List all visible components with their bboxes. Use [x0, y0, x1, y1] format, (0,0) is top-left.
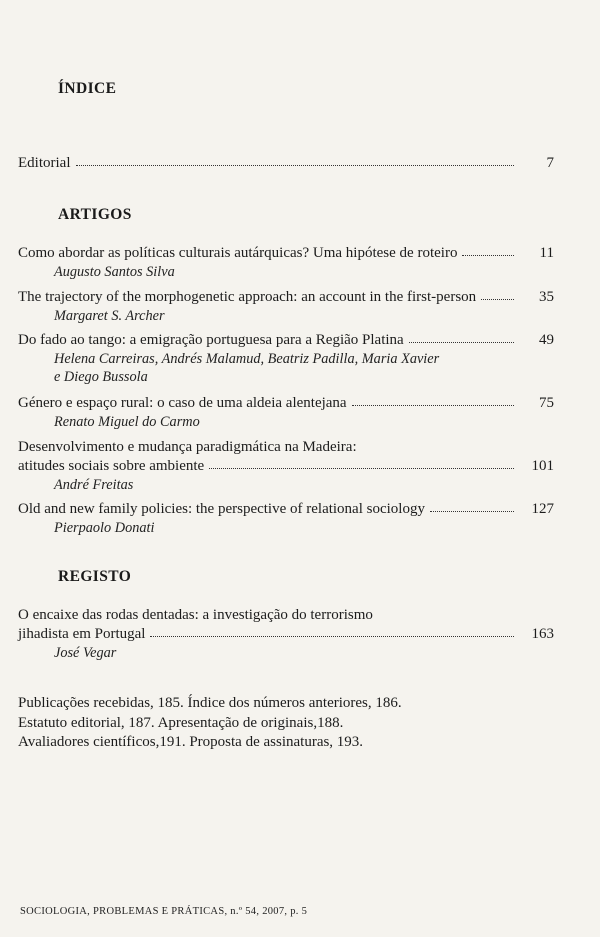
entry-page: 127	[531, 501, 554, 517]
toc-entry[interactable]	[18, 500, 554, 537]
toc-entry[interactable]	[18, 394, 554, 431]
entry-title: Old and new family policies: the perspective of relational sociology	[18, 501, 425, 517]
entry-title: The trajectory of the morphogenetic approach: an account in the first-person	[18, 289, 477, 305]
entry-page: 101	[531, 458, 554, 474]
dot-leader	[150, 636, 514, 637]
page-footer: SOCIOLOGIA, PROBLEMAS E PRÁTICAS, n.º 54, 2007, p. 5	[20, 906, 308, 917]
toc-entry[interactable]	[18, 606, 554, 662]
toc-entry[interactable]	[18, 438, 554, 494]
section-heading-registo: REGISTO	[58, 568, 132, 585]
toc-entry-editorial[interactable]	[18, 154, 554, 173]
entry-title-line1: O encaixe das rodas dentadas: a investigação do terrorismo	[18, 607, 373, 623]
entry-authors: Augusto Santos Silva	[54, 264, 175, 280]
entry-page: 35	[539, 289, 554, 305]
entry-title: Como abordar as políticas culturais autárquicas? Uma hipótese de roteiro	[18, 245, 458, 261]
dot-leader	[430, 511, 514, 512]
entry-title: Género e espaço rural: o caso de uma aldeia alentejana	[18, 395, 347, 411]
entry-authors: e Diego Bussola	[54, 369, 148, 385]
index-title: ÍNDICE	[58, 80, 117, 97]
entry-authors: Renato Miguel do Carmo	[54, 414, 200, 430]
entry-page: 49	[539, 332, 554, 348]
entry-authors: Helena Carreiras, Andrés Malamud, Beatriz Padilla, Maria Xavier	[54, 351, 440, 367]
dot-leader	[462, 255, 514, 256]
section-heading-artigos: ARTIGOS	[58, 206, 132, 223]
entry-title: Do fado ao tango: a emigração portuguesa para a Região Platina	[18, 332, 404, 348]
dot-leader	[76, 165, 515, 166]
dot-leader	[352, 405, 514, 406]
entry-authors: André Freitas	[54, 477, 134, 493]
entry-page: 7	[546, 155, 554, 171]
entry-title: Editorial	[18, 155, 71, 171]
dot-leader	[481, 299, 514, 300]
entry-title-line2: jihadista em Portugal	[18, 626, 146, 642]
misc-line: Estatuto editorial, 187. Apresentação de originais,188.	[18, 714, 344, 731]
entry-title-line2: atitudes sociais sobre ambiente	[18, 458, 205, 474]
entry-authors: Pierpaolo Donati	[54, 520, 155, 536]
toc-entry[interactable]	[18, 288, 554, 325]
misc-list	[18, 694, 402, 753]
misc-line: Publicações recebidas, 185. Índice dos números anteriores, 186.	[18, 695, 402, 711]
toc-entry[interactable]	[18, 331, 554, 386]
entry-page: 11	[539, 245, 554, 261]
entry-authors: Margaret S. Archer	[54, 308, 165, 324]
misc-line: Avaliadores científicos,191. Proposta de assinaturas, 193.	[18, 734, 364, 750]
entry-authors: José Vegar	[54, 645, 117, 661]
entry-title-line1: Desenvolvimento e mudança paradigmática na Madeira:	[18, 439, 357, 455]
entry-page: 163	[531, 626, 554, 642]
toc-entry[interactable]	[18, 244, 554, 281]
dot-leader	[409, 342, 514, 343]
dot-leader	[209, 468, 514, 469]
entry-page: 75	[539, 395, 554, 411]
